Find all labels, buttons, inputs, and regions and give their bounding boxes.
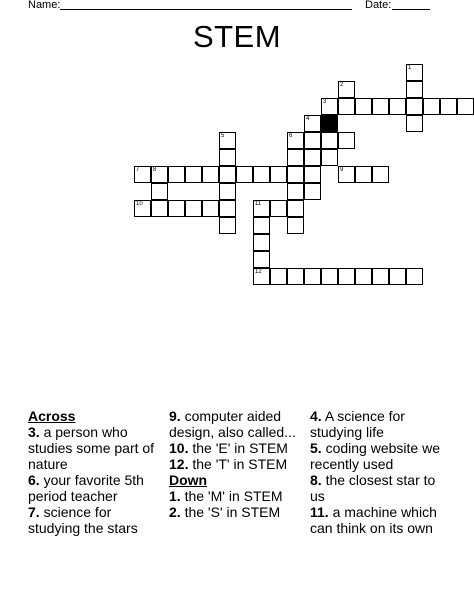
clue-number: 7 xyxy=(136,167,140,173)
clue-number: 10 xyxy=(136,201,143,207)
down-clue: 8. the closest star to us xyxy=(310,472,436,504)
grid-cell[interactable] xyxy=(372,268,389,285)
grid-cell[interactable] xyxy=(389,268,406,285)
grid-cell[interactable] xyxy=(253,268,270,285)
clue-number: 2 xyxy=(340,82,344,88)
down-clue: 5. coding website we recently used xyxy=(310,440,440,472)
grid-cell[interactable] xyxy=(134,200,151,217)
grid-cell[interactable] xyxy=(355,166,372,183)
grid-cell[interactable] xyxy=(321,132,338,149)
grid-cell[interactable] xyxy=(304,132,321,149)
clue-number: 4 xyxy=(306,116,310,122)
grid-cell[interactable] xyxy=(219,183,236,200)
grid-cell[interactable] xyxy=(287,217,304,234)
down-clue: 1. the 'M' in STEM xyxy=(169,488,283,504)
grid-cell[interactable] xyxy=(389,98,406,115)
grid-cell[interactable] xyxy=(372,166,389,183)
grid-cell[interactable] xyxy=(338,132,355,149)
clue-number: 3 xyxy=(323,99,327,105)
across-clue: 12. the 'T' in STEM xyxy=(169,456,288,472)
grid-cell[interactable] xyxy=(321,268,338,285)
grid-cell[interactable] xyxy=(270,166,287,183)
grid-cell[interactable] xyxy=(355,98,372,115)
grid-cell[interactable] xyxy=(338,98,355,115)
grid-cell[interactable] xyxy=(406,64,423,81)
grid-cell[interactable] xyxy=(406,115,423,132)
grid-cell[interactable] xyxy=(287,166,304,183)
clues-column-2 xyxy=(169,408,304,520)
grid-cell[interactable] xyxy=(355,268,372,285)
grid-cell[interactable] xyxy=(406,268,423,285)
puzzle-title: STEM xyxy=(192,19,282,54)
down-clue: 11. a machine which can think on its own xyxy=(310,504,437,536)
grid-cell[interactable] xyxy=(457,98,474,115)
down-clue: 2. the 'S' in STEM xyxy=(169,504,281,520)
clue-number: 6 xyxy=(289,133,293,139)
name-label: Name: xyxy=(28,0,61,11)
date-label: Date: xyxy=(365,0,392,11)
grid-cell[interactable] xyxy=(253,251,270,268)
grid-cell[interactable] xyxy=(270,200,287,217)
across-clue: 6. your favorite 5th period teacher xyxy=(28,472,144,504)
grid-cell[interactable] xyxy=(304,115,321,132)
grid-cell[interactable] xyxy=(219,200,236,217)
grid-cell[interactable] xyxy=(304,149,321,166)
black-square xyxy=(321,115,338,132)
grid-cell[interactable] xyxy=(287,132,304,149)
grid-cell[interactable] xyxy=(338,268,355,285)
grid-cell[interactable] xyxy=(253,234,270,251)
across-heading: Across xyxy=(28,408,76,424)
grid-cell[interactable] xyxy=(338,81,355,98)
grid-cell[interactable] xyxy=(151,183,168,200)
grid-cell[interactable] xyxy=(202,166,219,183)
grid-cell[interactable] xyxy=(287,200,304,217)
grid-cell[interactable] xyxy=(287,149,304,166)
grid-cell[interactable] xyxy=(219,149,236,166)
grid-cell[interactable] xyxy=(338,166,355,183)
clue-number: 12 xyxy=(255,269,262,275)
grid-cell[interactable] xyxy=(253,200,270,217)
grid-cell[interactable] xyxy=(168,200,185,217)
grid-cell[interactable] xyxy=(270,268,287,285)
clues-column-3 xyxy=(310,408,445,536)
grid-cell[interactable] xyxy=(406,81,423,98)
grid-cell[interactable] xyxy=(287,183,304,200)
grid-cell[interactable] xyxy=(253,217,270,234)
grid-cell[interactable] xyxy=(202,200,219,217)
grid-cell[interactable] xyxy=(287,268,304,285)
clue-number: 1 xyxy=(408,65,412,71)
grid-cell[interactable] xyxy=(253,166,270,183)
grid-cell[interactable] xyxy=(185,200,202,217)
grid-cell[interactable] xyxy=(134,166,151,183)
clue-number: 5 xyxy=(221,133,225,139)
grid-cell[interactable] xyxy=(185,166,202,183)
grid-cell[interactable] xyxy=(219,166,236,183)
clue-number: 8 xyxy=(153,167,157,173)
grid-cell[interactable] xyxy=(304,183,321,200)
grid-cell[interactable] xyxy=(321,98,338,115)
across-clue: 3. a person who studies some part of nature xyxy=(28,424,155,472)
grid-cell[interactable] xyxy=(151,200,168,217)
grid-cell[interactable] xyxy=(321,149,338,166)
grid-cell[interactable] xyxy=(219,217,236,234)
clues-column-1 xyxy=(28,408,163,536)
clue-number: 9 xyxy=(340,167,344,173)
grid-cell[interactable] xyxy=(168,166,185,183)
grid-cell[interactable] xyxy=(304,268,321,285)
grid-cell[interactable] xyxy=(304,166,321,183)
down-clue: 4. A science for studying life xyxy=(310,408,405,440)
grid-cell[interactable] xyxy=(372,98,389,115)
grid-cell[interactable] xyxy=(151,166,168,183)
across-clue: 7. science for studying the stars xyxy=(28,504,138,536)
across-clue: 10. the 'E' in STEM xyxy=(169,440,288,456)
grid-cell[interactable] xyxy=(423,98,440,115)
grid-cell[interactable] xyxy=(236,166,253,183)
grid-cell[interactable] xyxy=(219,132,236,149)
clue-number: 11 xyxy=(255,201,262,207)
grid-cell[interactable] xyxy=(406,98,423,115)
across-clue: 9. computer aided design, also called... xyxy=(169,408,296,440)
grid-cell[interactable] xyxy=(440,98,457,115)
down-heading: Down xyxy=(169,472,208,488)
